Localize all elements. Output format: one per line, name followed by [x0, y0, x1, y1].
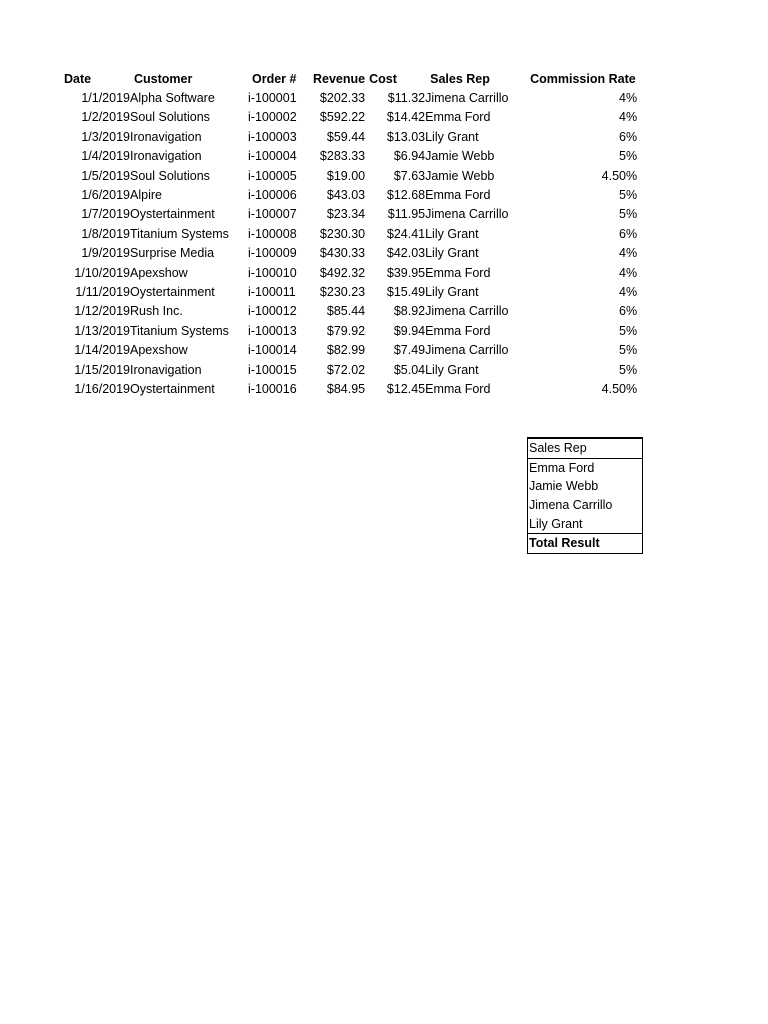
pivot-item-sales-rep[interactable]: Jimena Carrillo: [529, 498, 613, 513]
cell-sales-rep[interactable]: Lily Grant: [425, 246, 479, 261]
cell-commission-rate[interactable]: 5%: [619, 149, 638, 164]
cell-commission-rate[interactable]: 4.50%: [601, 168, 638, 183]
cell-commission-rate[interactable]: 4%: [619, 265, 638, 280]
cell-commission-rate[interactable]: 5%: [619, 362, 638, 377]
cell-cost[interactable]: $12.68: [386, 188, 426, 203]
table-row: [64, 127, 637, 146]
pivot-item-sales-rep[interactable]: Jamie Webb: [529, 479, 599, 494]
cell-date[interactable]: 1/14/2019: [74, 343, 130, 358]
cell-order-number[interactable]: i-100002: [248, 110, 297, 125]
cell-commission-rate[interactable]: 6%: [619, 129, 638, 144]
cell-commission-rate[interactable]: 5%: [619, 343, 638, 358]
header-row: [64, 69, 637, 88]
cell-cost[interactable]: $11.32: [387, 91, 426, 106]
cell-commission-rate[interactable]: 4%: [619, 284, 638, 299]
table-row: [64, 302, 637, 321]
cell-cost[interactable]: $24.41: [386, 226, 426, 241]
pivot-item-sales-rep[interactable]: Lily Grant: [529, 516, 583, 531]
cell-commission-rate[interactable]: 5%: [619, 188, 638, 203]
cell-customer[interactable]: Alpire: [130, 188, 162, 203]
cell-cost[interactable]: $8.92: [393, 304, 426, 319]
cell-revenue[interactable]: $19.00: [326, 168, 366, 183]
cell-order-number[interactable]: i-100006: [248, 188, 297, 203]
header-sales-rep[interactable]: Sales Rep: [430, 71, 490, 86]
pivot-table: [527, 437, 643, 554]
cell-customer[interactable]: Ironavigation: [130, 149, 202, 164]
cell-order-number[interactable]: i-100010: [248, 265, 297, 280]
cell-revenue[interactable]: $59.44: [326, 129, 366, 144]
cell-commission-rate[interactable]: 4%: [619, 91, 638, 106]
cell-cost[interactable]: $5.04: [393, 362, 426, 377]
cell-date[interactable]: 1/15/2019: [74, 362, 130, 377]
cell-commission-rate[interactable]: 4%: [619, 110, 638, 125]
cell-sales-rep[interactable]: Emma Ford: [425, 323, 491, 338]
table-row: [64, 88, 637, 107]
header-revenue[interactable]: Revenue: [313, 71, 366, 86]
cell-commission-rate[interactable]: 5%: [619, 207, 638, 222]
table-row: [64, 205, 637, 224]
cell-date[interactable]: 1/2/2019: [81, 110, 130, 125]
pivot-row: [528, 514, 643, 533]
cell-date[interactable]: 1/4/2019: [81, 149, 130, 164]
cell-customer[interactable]: Ironavigation: [130, 129, 202, 144]
header-cost[interactable]: Cost: [369, 71, 397, 86]
cell-cost[interactable]: $7.49: [393, 343, 426, 358]
table-row: [64, 224, 637, 243]
cell-date[interactable]: 1/5/2019: [81, 168, 130, 183]
cell-cost[interactable]: $9.94: [393, 323, 426, 338]
cell-order-number[interactable]: i-100015: [248, 362, 297, 377]
cell-sales-rep[interactable]: Emma Ford: [425, 188, 491, 203]
pivot-total-result[interactable]: Total Result: [528, 533, 643, 553]
cell-order-number[interactable]: i-100014: [248, 343, 297, 358]
cell-date[interactable]: 1/13/2019: [74, 323, 130, 338]
table-row: [64, 340, 637, 359]
cell-order-number[interactable]: i-100001: [248, 91, 297, 106]
cell-sales-rep[interactable]: Lily Grant: [425, 129, 479, 144]
cell-revenue[interactable]: $43.03: [326, 188, 366, 203]
cell-customer[interactable]: Alpha Software: [130, 91, 215, 106]
cell-commission-rate[interactable]: 4%: [619, 246, 638, 261]
cell-revenue[interactable]: $230.30: [319, 226, 366, 241]
cell-date[interactable]: 1/7/2019: [81, 207, 130, 222]
table-row: [64, 282, 637, 301]
cell-cost[interactable]: $12.45: [386, 381, 426, 396]
pivot-item-sales-rep[interactable]: Emma Ford: [529, 460, 595, 475]
cell-customer[interactable]: Titanium Systems: [130, 323, 229, 338]
cell-date[interactable]: 1/9/2019: [81, 246, 130, 261]
table-row: [64, 108, 637, 127]
cell-date[interactable]: 1/1/2019: [81, 91, 130, 106]
cell-date[interactable]: 1/12/2019: [74, 304, 130, 319]
cell-sales-rep[interactable]: Jamie Webb: [425, 149, 495, 164]
cell-revenue[interactable]: $72.02: [326, 362, 366, 377]
cell-date[interactable]: 1/16/2019: [74, 381, 130, 396]
cell-revenue[interactable]: $202.33: [319, 91, 366, 106]
cell-date[interactable]: 1/8/2019: [81, 226, 130, 241]
cell-cost[interactable]: $14.42: [386, 110, 426, 125]
cell-customer[interactable]: Soul Solutions: [130, 168, 210, 183]
cell-customer[interactable]: Oystertainment: [130, 381, 215, 396]
cell-order-number[interactable]: i-100007: [248, 207, 297, 222]
table-row: [64, 360, 637, 379]
cell-cost[interactable]: $15.49: [386, 284, 426, 299]
table-row: [64, 263, 637, 282]
cell-sales-rep[interactable]: Lily Grant: [425, 284, 479, 299]
cell-date[interactable]: 1/3/2019: [81, 129, 130, 144]
cell-cost[interactable]: $39.95: [386, 265, 426, 280]
cell-sales-rep[interactable]: Lily Grant: [425, 226, 479, 241]
cell-revenue[interactable]: $283.33: [319, 149, 366, 164]
pivot-total-row: [528, 533, 643, 553]
cell-sales-rep[interactable]: Jimena Carrillo: [425, 91, 509, 106]
header-commission-rate[interactable]: Commission Rate: [530, 71, 636, 86]
cell-order-number[interactable]: i-100008: [248, 226, 297, 241]
header-order-number[interactable]: Order #: [252, 71, 297, 86]
cell-revenue[interactable]: $592.22: [319, 110, 366, 125]
table-row: [64, 244, 637, 263]
cell-order-number[interactable]: i-100016: [248, 381, 297, 396]
cell-sales-rep[interactable]: Emma Ford: [425, 381, 491, 396]
table-body: [64, 88, 637, 398]
cell-sales-rep[interactable]: Jimena Carrillo: [425, 304, 509, 319]
cell-commission-rate[interactable]: 6%: [619, 304, 638, 319]
cell-commission-rate[interactable]: 4.50%: [601, 381, 638, 396]
header-customer[interactable]: Customer: [134, 71, 193, 86]
pivot-row: [528, 458, 643, 477]
cell-customer[interactable]: Ironavigation: [130, 362, 202, 377]
cell-order-number[interactable]: i-100012: [248, 304, 297, 319]
table-row: [64, 321, 637, 340]
cell-revenue[interactable]: $84.95: [326, 381, 366, 396]
cell-sales-rep[interactable]: Emma Ford: [425, 110, 491, 125]
cell-sales-rep[interactable]: Emma Ford: [425, 265, 491, 280]
cell-customer[interactable]: Surprise Media: [130, 246, 215, 261]
cell-date[interactable]: 1/6/2019: [81, 188, 130, 203]
cell-date[interactable]: 1/11/2019: [75, 284, 130, 299]
cell-order-number[interactable]: i-100009: [248, 246, 297, 261]
cell-commission-rate[interactable]: 6%: [619, 226, 638, 241]
cell-date[interactable]: 1/10/2019: [74, 265, 130, 280]
cell-revenue[interactable]: $492.32: [319, 265, 366, 280]
cell-sales-rep[interactable]: Jamie Webb: [425, 168, 495, 183]
table-row: [64, 166, 637, 185]
cell-revenue[interactable]: $230.23: [319, 284, 366, 299]
cell-sales-rep[interactable]: Jimena Carrillo: [425, 207, 509, 222]
cell-commission-rate[interactable]: 5%: [619, 323, 638, 338]
cell-revenue[interactable]: $79.92: [326, 323, 366, 338]
cell-cost[interactable]: $42.03: [386, 246, 426, 261]
cell-sales-rep[interactable]: Jimena Carrillo: [425, 343, 509, 358]
cell-cost[interactable]: $6.94: [393, 149, 426, 164]
header-date[interactable]: Date: [64, 71, 92, 86]
cell-order-number[interactable]: i-100013: [248, 323, 297, 338]
cell-order-number[interactable]: i-100004: [248, 149, 297, 164]
cell-cost[interactable]: $13.03: [386, 129, 426, 144]
pivot-row: [528, 477, 643, 496]
table-row: [64, 147, 637, 166]
cell-customer[interactable]: Oystertainment: [130, 207, 215, 222]
table-row: [64, 379, 637, 398]
cell-customer[interactable]: Oystertainment: [130, 284, 215, 299]
cell-revenue[interactable]: $23.34: [326, 207, 366, 222]
cell-revenue[interactable]: $430.33: [319, 246, 366, 261]
cell-customer[interactable]: Apexshow: [130, 265, 188, 280]
cell-cost[interactable]: $7.63: [393, 168, 426, 183]
cell-revenue[interactable]: $85.44: [326, 304, 366, 319]
table-row: [64, 185, 637, 204]
cell-revenue[interactable]: $82.99: [326, 343, 366, 358]
sales-data-table: [64, 69, 637, 399]
pivot-header-sales-rep[interactable]: Sales Rep: [528, 438, 643, 458]
cell-customer[interactable]: Soul Solutions: [130, 110, 210, 125]
cell-order-number[interactable]: i-100011: [248, 284, 296, 299]
cell-customer[interactable]: Titanium Systems: [130, 226, 229, 241]
pivot-header-row: [528, 438, 643, 458]
cell-cost[interactable]: $11.95: [387, 207, 426, 222]
cell-order-number[interactable]: i-100003: [248, 129, 297, 144]
pivot-row: [528, 496, 643, 515]
cell-customer[interactable]: Apexshow: [130, 343, 188, 358]
cell-customer[interactable]: Rush Inc.: [130, 304, 183, 319]
cell-sales-rep[interactable]: Lily Grant: [425, 362, 479, 377]
cell-order-number[interactable]: i-100005: [248, 168, 297, 183]
